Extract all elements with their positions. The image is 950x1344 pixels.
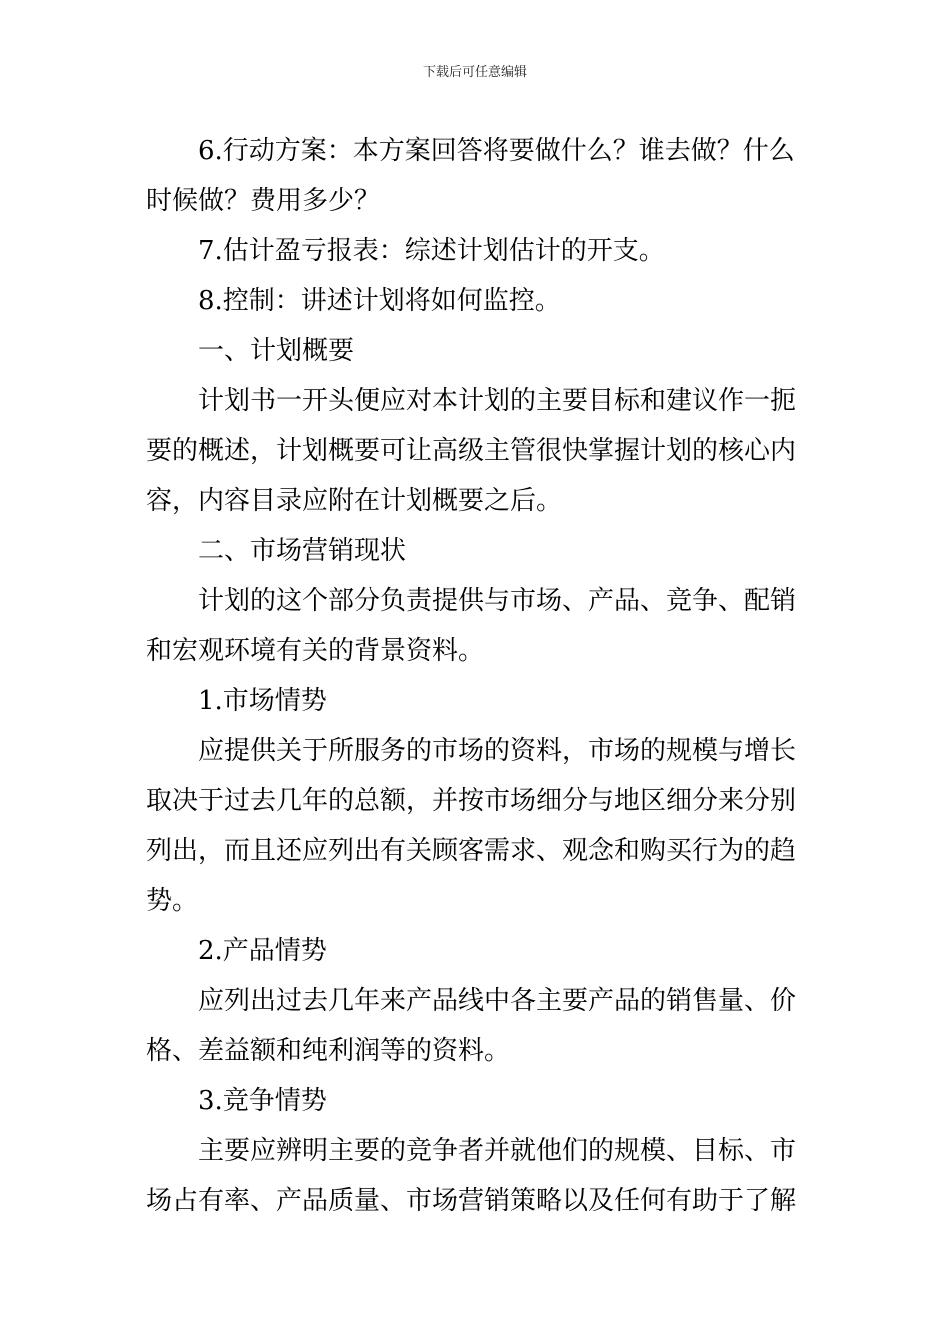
text-line: 列出，而且还应列出有关顾客需求、观念和购买行为的趋 [146, 836, 797, 866]
text-line: 计划的这个部分负责提供与市场、产品、竞争、配销 [198, 586, 797, 616]
subsection-heading: 1.市场情势 [198, 686, 327, 716]
text-line: 6.行动方案：本方案回答将要做什么？谁去做？什么 [198, 136, 795, 166]
text-line: 要的概述，计划概要可让高级主管很快掌握计划的核心内 [146, 436, 797, 466]
subsection-heading: 2.产品情势 [198, 936, 327, 966]
section-heading: 一、计划概要 [198, 336, 355, 366]
section-heading: 二、市场营销现状 [198, 536, 407, 566]
text-line: 8.控制：讲述计划将如何监控。 [198, 286, 561, 316]
text-line: 取决于过去几年的总额，并按市场细分与地区细分来分别 [146, 786, 797, 816]
text-line: 格、差益额和纯利润等的资料。 [146, 1036, 511, 1066]
text-line: 应列出过去几年来产品线中各主要产品的销售量、价 [198, 986, 797, 1016]
text-line: 7.估计盈亏报表：综述计划估计的开支。 [198, 236, 665, 266]
text-line: 和宏观环境有关的背景资料。 [146, 636, 485, 666]
text-line: 主要应辨明主要的竞争者并就他们的规模、目标、市 [198, 1136, 797, 1166]
text-line: 应提供关于所服务的市场的资料，市场的规模与增长 [198, 736, 797, 766]
text-line: 场占有率、产品质量、市场营销策略以及任何有助于了解 [146, 1186, 797, 1216]
text-line: 计划书一开头便应对本计划的主要目标和建议作一扼 [198, 386, 797, 416]
document-body [146, 126, 810, 1226]
text-line: 时候做？费用多少？ [146, 186, 381, 216]
page-header: 下载后可任意编辑 [422, 65, 527, 80]
subsection-heading: 3.竞争情势 [198, 1086, 327, 1116]
text-line: 容，内容目录应附在计划概要之后。 [146, 486, 563, 516]
text-line: 势。 [146, 886, 199, 916]
